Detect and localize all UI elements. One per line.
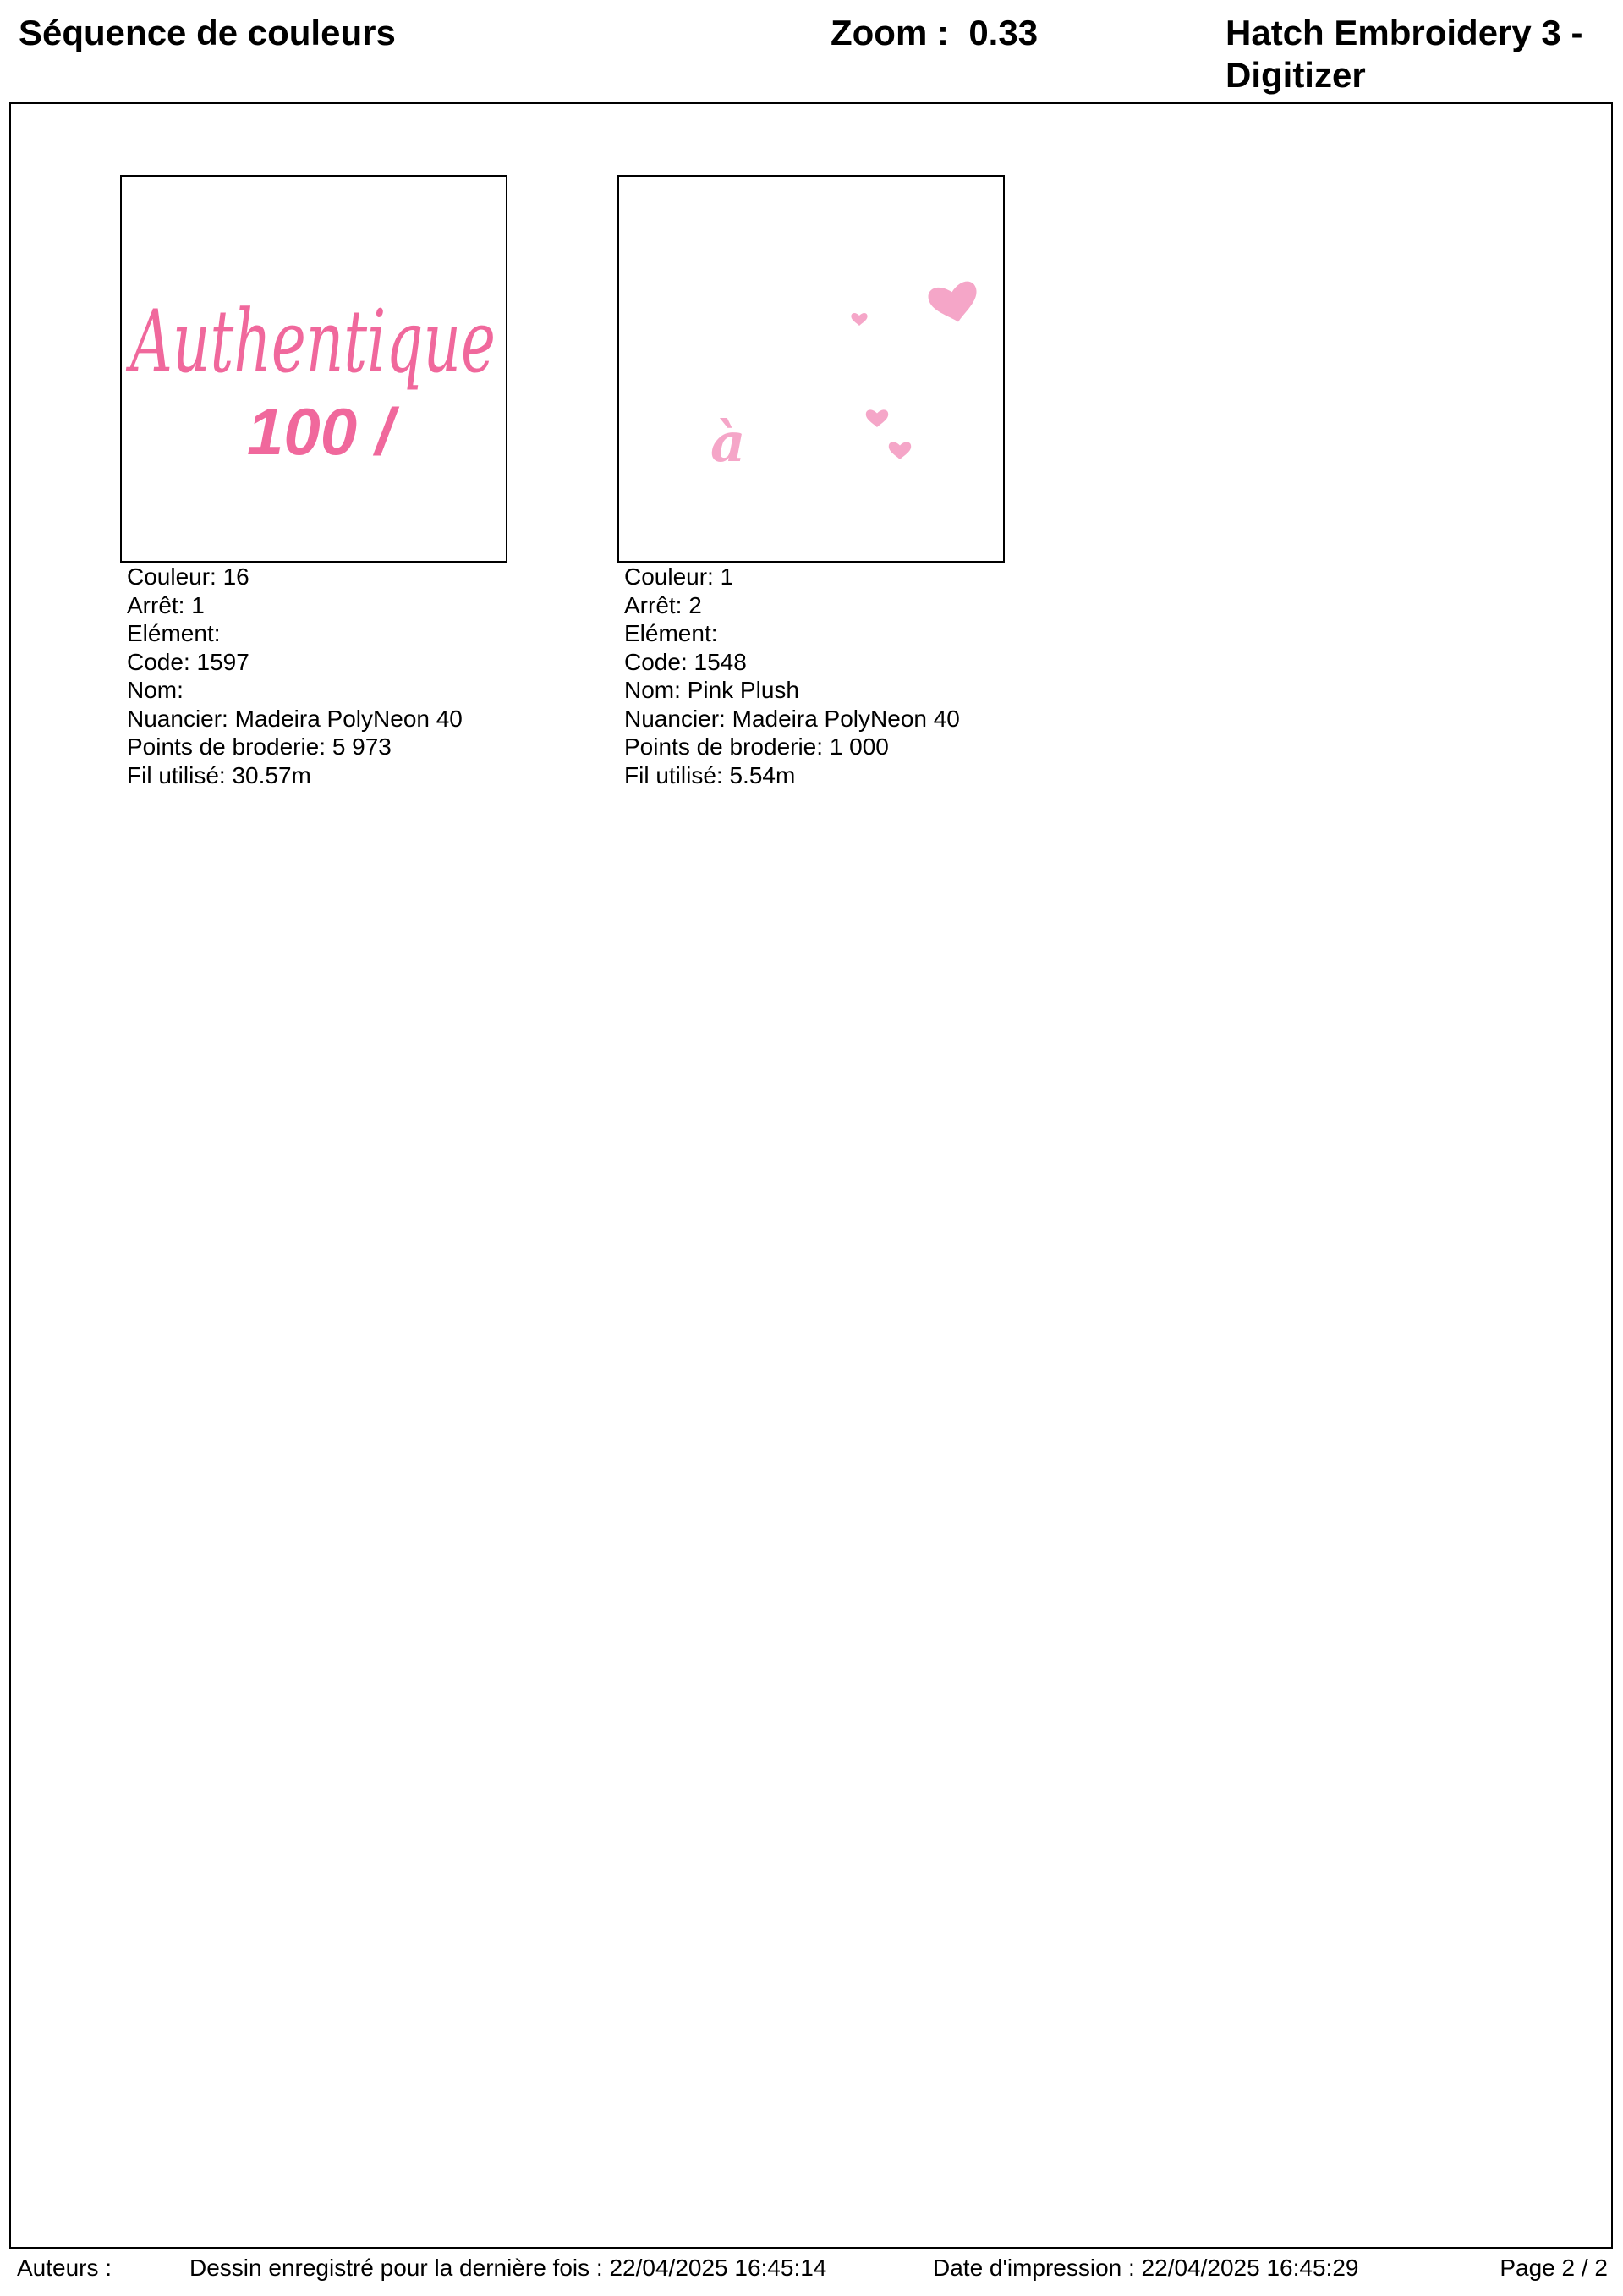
footer-saved-date: Dessin enregistré pour la dernière fois : 22/04/2025 16:45:14	[189, 2255, 827, 2281]
heart-icon	[866, 409, 888, 427]
color-block-info	[127, 563, 463, 789]
points-text: Points de broderie: 5 973	[127, 733, 392, 760]
heart-icon	[926, 280, 982, 327]
page-title: Séquence de couleurs	[19, 13, 396, 52]
arret-text: Arrêt: 1	[127, 591, 205, 618]
preview-authentique	[122, 177, 506, 561]
fil-text: Fil utilisé: 5.54m	[624, 761, 796, 788]
footer-page-number: Page 2 / 2	[1500, 2255, 1608, 2281]
nuancier-text: Nuancier: Madeira PolyNeon 40	[127, 705, 463, 732]
footer-auteurs: Auteurs :	[17, 2255, 112, 2281]
nom-text: Nom: Pink Plush	[624, 677, 799, 703]
footer-print-date: Date d'impression : 22/04/2025 16:45:29	[933, 2255, 1359, 2281]
color-preview-tile	[617, 175, 1005, 563]
preview-hearts	[619, 177, 1003, 561]
zoom-value: 0.33	[968, 13, 1039, 52]
zoom-readout	[831, 12, 1038, 54]
code-text: Code: 1597	[127, 648, 249, 675]
code-text: Code: 1548	[624, 648, 747, 675]
couleur-text: Couleur: 16	[127, 563, 249, 590]
app-name: Hatch Embroidery 3 - Digitizer	[1225, 13, 1583, 95]
heart-icon	[851, 313, 867, 326]
zoom-label: Zoom :	[831, 13, 949, 52]
points-text: Points de broderie: 1 000	[624, 733, 889, 760]
preview-text-authentique: Authentique	[125, 292, 496, 393]
arret-text: Arrêt: 2	[624, 591, 702, 618]
element-text: Elément:	[127, 620, 221, 646]
couleur-text: Couleur: 1	[624, 563, 734, 590]
fil-text: Fil utilisé: 30.57m	[127, 761, 311, 788]
preview-text-100: 100 /	[247, 394, 394, 469]
element-text: Elément:	[624, 620, 718, 646]
color-block-info	[624, 563, 960, 789]
nom-text: Nom:	[127, 677, 184, 703]
heart-icon	[889, 442, 911, 459]
preview-text-a: à	[710, 411, 746, 475]
nuancier-text: Nuancier: Madeira PolyNeon 40	[624, 705, 960, 732]
color-preview-tile	[120, 175, 507, 563]
